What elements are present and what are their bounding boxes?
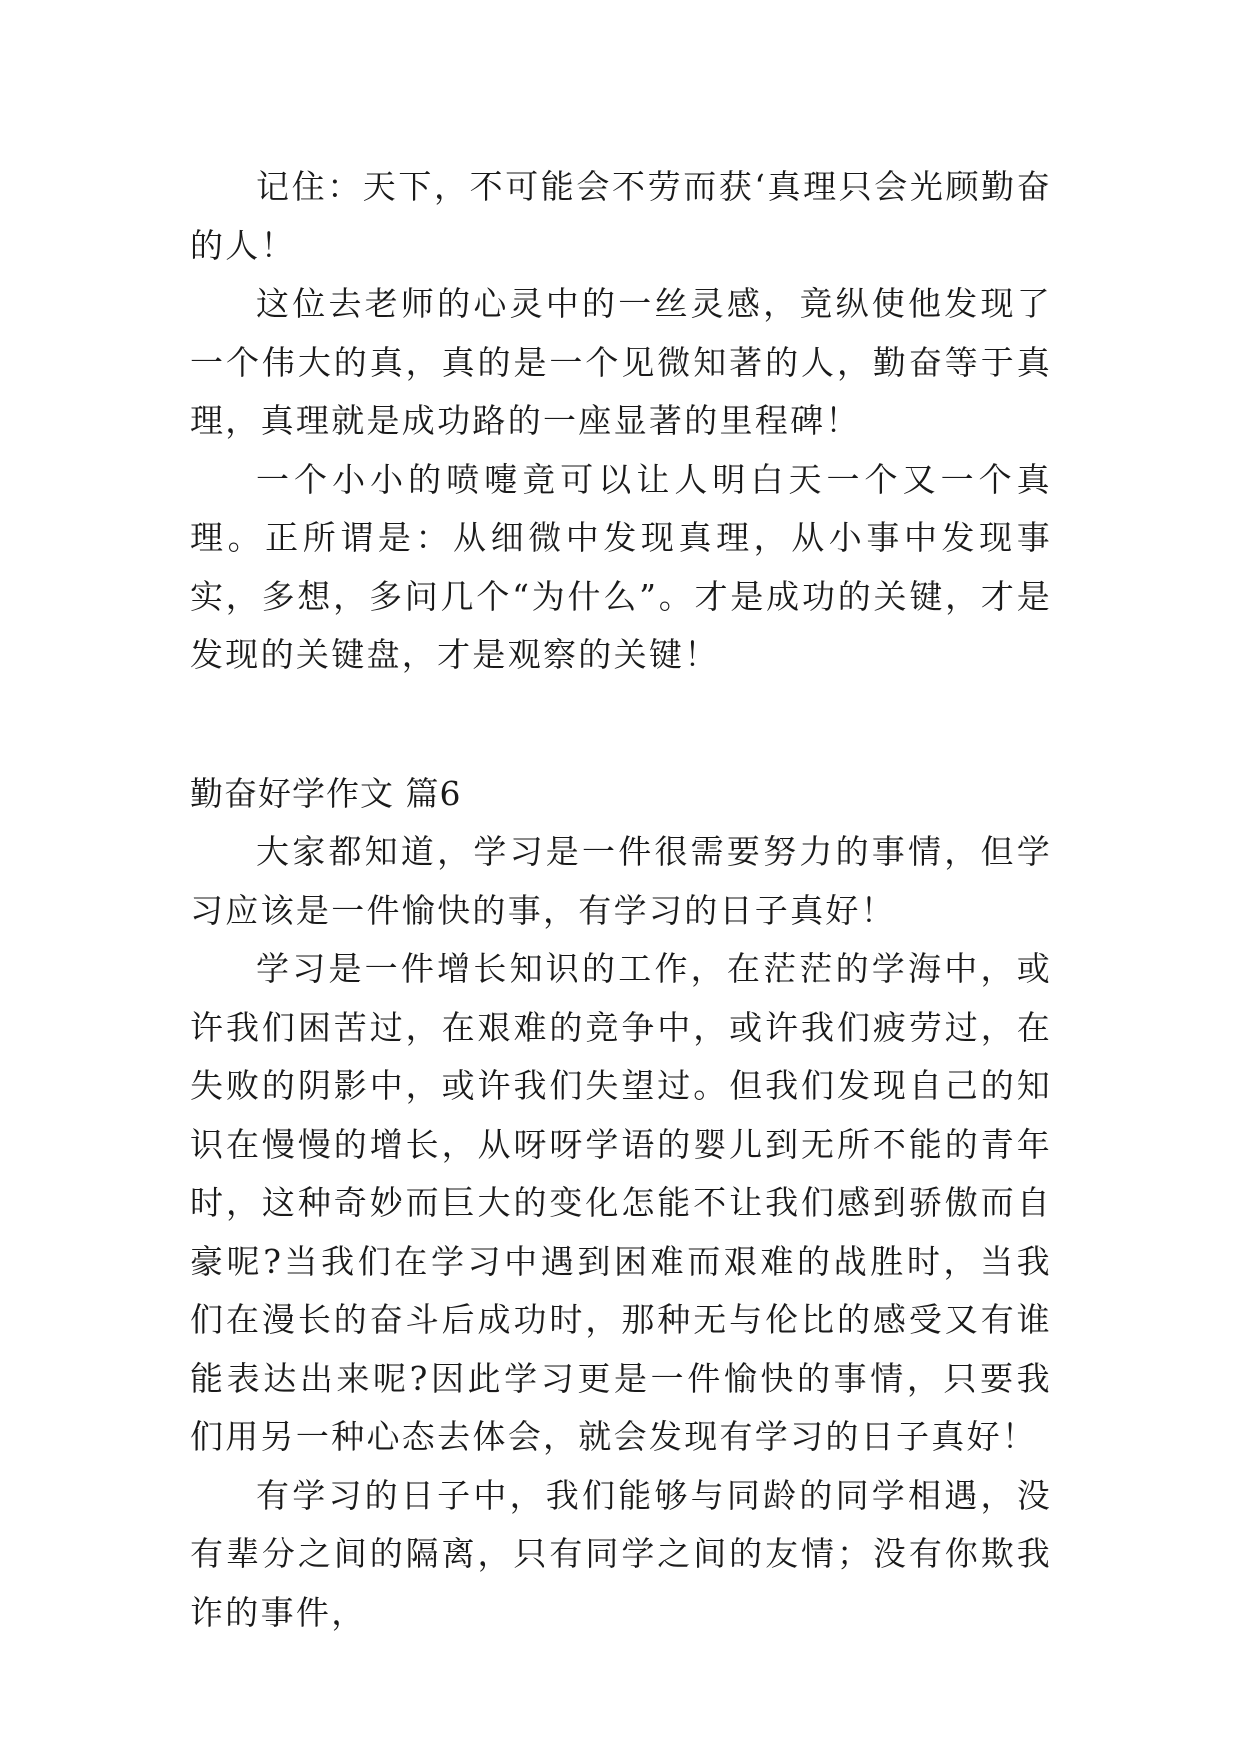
paragraph-teacher-inspiration: 这位去老师的心灵中的一丝灵感，竟纵使他发现了一个伟大的真，真的是一个见微知著的人，勤奋等于真理，真理就是成功路的一座显著的里程碑！ <box>190 284 1052 440</box>
paragraph-learning-intro: 大家都知道，学习是一件很需要努力的事情，但学习应该是一件愉快的事，有学习的日子真好！ <box>190 832 1052 930</box>
paragraph-learning-growth: 学习是一件增长知识的工作，在茫茫的学海中，或许我们困苦过，在艰难的竞争中，或许我们疲劳过，在失败的阴影中，或许我们失望过。但我们发现自己的知识在慢慢的增长，从呀呀学语的婴儿到无所不能的青年时，这种奇妙而巨大的变化怎能不让我们感到骄傲而自豪呢?当我们在学习中遇到困难而艰难的战胜时，当我们在漫长的奋斗后成功时，那种无与伦比的感受又有谁能表达出来呢?因此学习更是一件愉快的事情，只要我们用另一种心态去体会，就会发现有学习的日子真好！ <box>190 949 1052 1456</box>
paragraph-sneeze-truth: 一个小小的喷嚏竟可以让人明白天一个又一个真理。正所谓是：从细微中发现真理，从小事中发现事实，多想，多问几个“为什么”。才是成功的关键，才是发现的关键盘，才是观察的关键！ <box>190 459 1052 674</box>
paragraph-remember: 记住：天下，不可能会不劳而获‘真理只会光顾勤奋的人！ <box>190 167 1052 265</box>
document-body <box>190 158 1052 1642</box>
paragraph-classmates: 有学习的日子中，我们能够与同龄的同学相遇，没有辈分之间的隔离，只有同学之间的友情；没有你欺我诈的事件， <box>190 1475 1052 1632</box>
section-heading: 勤奋好学作文 篇6 <box>190 773 462 813</box>
